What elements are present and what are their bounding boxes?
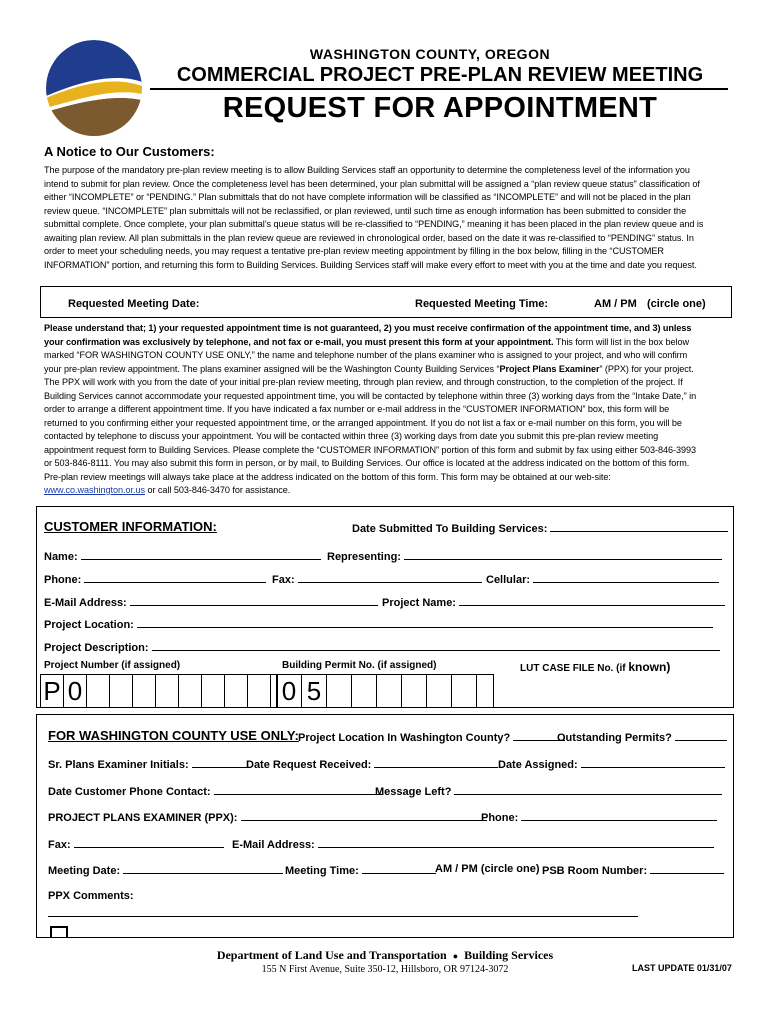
notice-line: order to meet your scheduling needs, you may request a tentative pre-plan review meeting appointment by filling in the box below, filling in the “CUSTOMER bbox=[44, 246, 664, 256]
cellular-label: Cellular: bbox=[486, 574, 531, 586]
ppx-label: PROJECT PLANS EXAMINER (PPX): bbox=[48, 812, 238, 824]
lut-known-text: known) bbox=[628, 660, 671, 674]
building-permit-boxes[interactable] bbox=[276, 674, 494, 708]
building-permit-cell bbox=[377, 675, 402, 707]
building-permit-cell: 0 bbox=[277, 675, 302, 707]
building-services-name: Building Services bbox=[464, 948, 554, 962]
notice-line: awaiting plan review. All plan submittals in the plan review queue are reviewed in chronological order, based on the date it was re-classified to “PENDING” status. In bbox=[44, 232, 694, 243]
representing-field[interactable] bbox=[327, 549, 722, 563]
notice-line: submittal complete. Once complete, your plan submittal’s queue status will be re-classified to “PENDING,” meaning it has been placed in the plan review queue and is bbox=[44, 219, 704, 229]
date-assigned-label: Date Assigned: bbox=[498, 759, 578, 771]
examiner-initials-field[interactable] bbox=[48, 757, 248, 771]
project-number-boxes[interactable] bbox=[40, 674, 278, 708]
notice-line: INFORMATION” portion, and returning this form to Building Services. Building Services staff will make every effort to meet with you at the time and date you request. bbox=[44, 259, 697, 270]
ppx-fax-label: Fax: bbox=[48, 839, 71, 851]
message-left-field[interactable] bbox=[375, 784, 722, 798]
footer-address: 155 N First Avenue, Suite 350-12, Hillsboro, OR 97124-3072 bbox=[261, 964, 509, 975]
meeting-time-field[interactable] bbox=[285, 863, 436, 877]
email-field[interactable] bbox=[44, 595, 378, 609]
project-number-cell bbox=[133, 675, 156, 707]
notice-heading: A Notice to Our Customers: bbox=[44, 144, 215, 159]
project-description-label: Project Description: bbox=[44, 642, 149, 654]
project-number-cell bbox=[87, 675, 110, 707]
examiner-initials-label: Sr. Plans Examiner Initials: bbox=[48, 759, 189, 771]
ppx-field[interactable] bbox=[48, 810, 487, 824]
footer-department bbox=[0, 948, 770, 963]
understand-line: appointment request form to Building Services. Please complete the “CUSTOMER INFORMATION” portion of this form and submit by fax using either 503-846-3993 bbox=[44, 444, 697, 455]
fax-label: Fax: bbox=[272, 574, 295, 586]
date-assigned-field[interactable] bbox=[498, 757, 725, 771]
project-number-cell bbox=[156, 675, 179, 707]
understand-bold-1: Please understand that; 1) your requested appointment time is not guaranteed, 2) you must receive confirmation of the appointment time, and 3) unless bbox=[44, 323, 692, 333]
understand-line: contacted by telephone to discuss your appointment. You will be contacted within three (3) working days from date you submit this pre-plan review meeting bbox=[44, 431, 659, 441]
department-name: Department of Land Use and Transportation bbox=[216, 948, 447, 962]
understand-line: The PPX will work with you from the date of your initial pre-plan review meeting, through plan review, and through construction, to the completion of the project. If bbox=[44, 377, 683, 387]
understand-bold-2: your confirmation was exclusively by telephone, and not fax or e-mail, you must present this form at your appointment. bbox=[44, 336, 554, 347]
project-number-cell bbox=[179, 675, 202, 707]
building-permit-cell bbox=[352, 675, 377, 707]
project-number-label: Project Number (if assigned) bbox=[44, 660, 181, 671]
header-rule bbox=[150, 88, 728, 90]
building-permit-label: Building Permit No. (if assigned) bbox=[282, 660, 437, 671]
ppx-comments-label: PPX Comments: bbox=[48, 890, 134, 902]
ppx-email-field[interactable] bbox=[232, 837, 714, 851]
county-use-box bbox=[36, 714, 734, 938]
location-in-county-field[interactable] bbox=[298, 730, 565, 744]
project-plans-examiner-term: Project Plans Examiner bbox=[499, 363, 600, 374]
lut-case-label bbox=[520, 660, 670, 674]
outstanding-permits-field[interactable] bbox=[557, 730, 727, 744]
understand-line: marked “FOR WASHINGTON COUNTY USE ONLY,” the name and telephone number of the plans examiner who is assigned to your project, and who will confirm bbox=[44, 350, 688, 360]
outstanding-permits-label: Outstanding Permits? bbox=[557, 732, 672, 744]
ppx-email-label: E-Mail Address: bbox=[232, 839, 315, 851]
phone-field[interactable] bbox=[44, 572, 266, 586]
project-number-cell bbox=[110, 675, 133, 707]
bullet-icon: ● bbox=[452, 951, 459, 961]
ppx-phone-label: Phone: bbox=[481, 812, 519, 824]
project-number-cell bbox=[248, 675, 271, 707]
page-corner-mark bbox=[50, 926, 68, 938]
cellular-field[interactable] bbox=[486, 572, 719, 586]
project-location-label: Project Location: bbox=[44, 619, 134, 631]
form-subtitle: COMMERCIAL PROJECT PRE-PLAN REVIEW MEETING bbox=[176, 64, 704, 86]
building-permit-cell bbox=[402, 675, 427, 707]
location-in-county-label: Project Location In Washington County? bbox=[298, 732, 511, 744]
understand-line bbox=[44, 484, 734, 498]
building-permit-cell: 5 bbox=[302, 675, 327, 707]
phone-contact-date-label: Date Customer Phone Contact: bbox=[48, 786, 211, 798]
building-permit-cell bbox=[427, 675, 452, 707]
understand-line4-post: ” (PPX) for your project. bbox=[599, 363, 694, 374]
county-name: WASHINGTON COUNTY, OREGON bbox=[309, 46, 551, 62]
understand-line bbox=[44, 363, 734, 377]
county-use-heading: FOR WASHINGTON COUNTY USE ONLY: bbox=[48, 728, 299, 743]
psb-room-label: PSB Room Number: bbox=[542, 865, 648, 877]
notice-line: either “INCOMPLETE” or “PENDING.” Plan submittals that do not have complete information will be classified as “INCOMPLETE” and will not be placed in the plan bbox=[44, 192, 691, 202]
understand-line2-rest: This form will list in the box below bbox=[553, 336, 689, 347]
ppx-comments-line[interactable] bbox=[48, 916, 638, 917]
notice-line: The purpose of the mandatory pre-plan review meeting is to allow Building Services staff an opportunity to determine the completeness level of the information you bbox=[44, 165, 690, 175]
date-submitted-label: Date Submitted To Building Services: bbox=[352, 523, 548, 535]
fax-field[interactable] bbox=[272, 572, 482, 586]
project-number-cell bbox=[225, 675, 248, 707]
form-title: REQUEST FOR APPOINTMENT bbox=[222, 92, 658, 124]
website-link[interactable]: www.co.washington.or.us bbox=[44, 485, 145, 495]
request-box-top bbox=[40, 286, 732, 287]
project-name-label: Project Name: bbox=[382, 597, 456, 609]
notice-paragraph bbox=[44, 164, 734, 272]
last-update: LAST UPDATE 01/31/07 bbox=[632, 963, 732, 973]
requested-time-label: Requested Meeting Time: bbox=[415, 298, 549, 310]
building-permit-cell bbox=[327, 675, 352, 707]
project-number-cell: P bbox=[41, 675, 64, 707]
email-label: E-Mail Address: bbox=[44, 597, 127, 609]
requested-date-label: Requested Meeting Date: bbox=[68, 298, 200, 310]
understand-line bbox=[44, 336, 734, 350]
meeting-time-label: Meeting Time: bbox=[285, 865, 359, 877]
circle-one-label: (circle one) bbox=[647, 298, 706, 310]
ppx-fax-field[interactable] bbox=[48, 837, 224, 851]
understand-line: returned to you confirming either your requested appointment time, or the arranged appointment. If you do not list a fax or e-mail number on this form, you will be bbox=[44, 417, 682, 428]
am-pm-label[interactable]: AM / PM bbox=[594, 298, 637, 310]
meeting-date-field[interactable] bbox=[48, 863, 283, 877]
project-name-field[interactable] bbox=[382, 595, 725, 609]
understand-line4-pre: your pre-plan review appointment. The plans examiner assigned will be the Washington County Building Services “ bbox=[44, 363, 500, 374]
lut-case-text: LUT CASE FILE No. (if bbox=[520, 663, 626, 674]
name-label: Name: bbox=[44, 551, 78, 563]
understand-paragraph bbox=[44, 322, 734, 498]
project-number-cell bbox=[202, 675, 225, 707]
understand-line: Building Services cannot accommodate your requested appointment time, you will be contacted by telephone within three (3) working days from the “Intake Date,” in bbox=[44, 390, 697, 401]
name-field[interactable] bbox=[44, 549, 321, 563]
project-description-field[interactable] bbox=[44, 640, 720, 654]
understand-line: order to arrange a different appointment time. If you have indicated a fax number or e-mail address in the “CUSTOMER INFORMATION” box, this form will be bbox=[44, 404, 670, 414]
psb-room-field[interactable] bbox=[542, 863, 724, 877]
customer-info-heading: CUSTOMER INFORMATION: bbox=[44, 519, 217, 534]
date-received-field[interactable] bbox=[246, 757, 498, 771]
project-number-cell: 0 bbox=[64, 675, 87, 707]
notice-line: intend to submit for plan review. Once the completeness level has been determined, your plan submittal will be assigned a “plan review queue status” classification of bbox=[44, 178, 700, 189]
understand-line: Pre-plan review meetings will always take place at the address indicated on the bottom of this form. This form may be obtained at our web-site: bbox=[44, 471, 611, 482]
understand-line bbox=[44, 322, 734, 336]
ppx-phone-field[interactable] bbox=[481, 810, 717, 824]
message-left-label: Message Left? bbox=[375, 786, 452, 798]
washington-county-logo bbox=[44, 38, 144, 138]
representing-label: Representing: bbox=[327, 551, 401, 563]
assistance-text: or call 503-846-3470 for assistance. bbox=[144, 485, 291, 495]
date-submitted-field[interactable] bbox=[352, 521, 728, 535]
phone-label: Phone: bbox=[44, 574, 82, 586]
date-received-label: Date Request Received: bbox=[246, 759, 372, 771]
project-location-field[interactable] bbox=[44, 617, 713, 631]
understand-line: or 503-846-8111. You may also submit this form in person, or by mail, to Building Services. Our office is located at the address indicated on the bottom of this form. bbox=[44, 458, 690, 468]
phone-contact-date-field[interactable] bbox=[48, 784, 382, 798]
meeting-ampm-label[interactable]: AM / PM (circle one) bbox=[435, 863, 540, 875]
building-permit-cell bbox=[452, 675, 477, 707]
meeting-date-label: Meeting Date: bbox=[48, 865, 121, 877]
lut-case-field[interactable] bbox=[492, 674, 732, 706]
notice-line: review queue. “INCOMPLETE” plan submittals will not be reclassified, or plan reviewed, until such time as enough information has been submitted to consider the bbox=[44, 205, 687, 216]
